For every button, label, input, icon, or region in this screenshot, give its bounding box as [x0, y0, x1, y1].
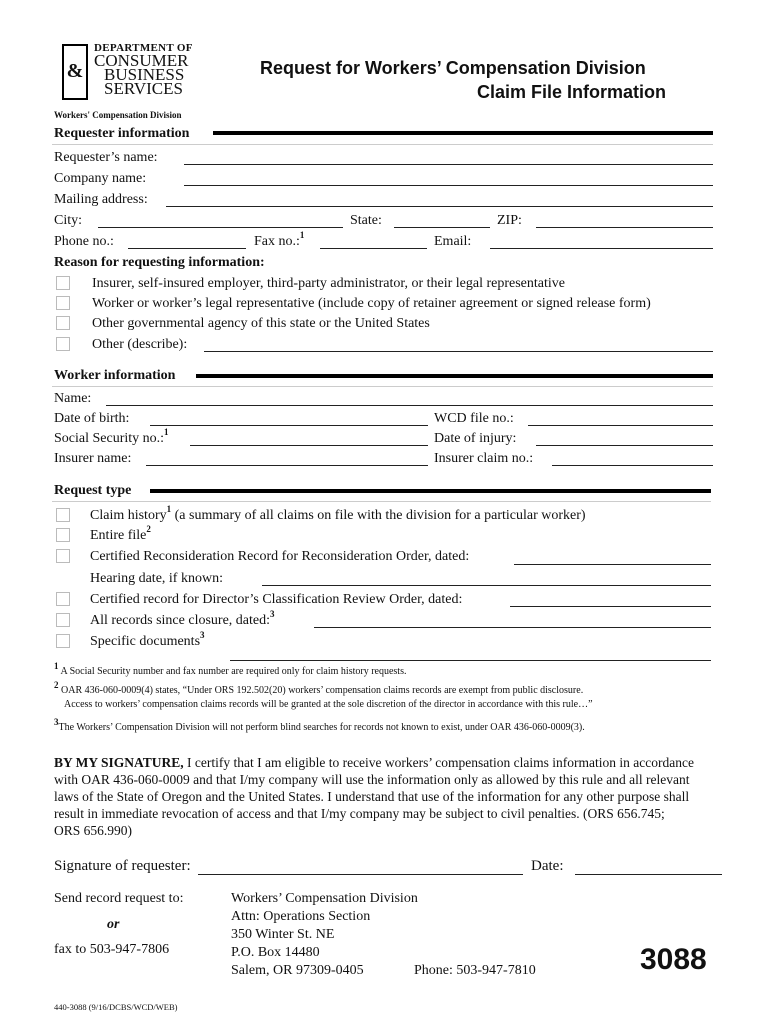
footnote-3 [54, 716, 585, 734]
claim-history-text: Claim history [90, 508, 167, 523]
phone-label: Phone no.: [54, 234, 114, 249]
reason-insurer-label: Insurer, self-insured employer, third-party administrator, or their legal representative [92, 276, 565, 291]
reason-worker-label: Worker or worker’s legal representative (include copy of retainer agreement or signed release form) [92, 296, 651, 311]
all-records-text: All records since closure, dated: [90, 613, 270, 628]
address-line-1: Workers’ Compensation Division [231, 891, 418, 906]
footnote-3-text: The Workers’ Compensation Division will not perform blind searches for records not known to exist, under OAR 436-060-0009(3). [58, 722, 585, 733]
section-divider [52, 144, 713, 145]
reason-checkbox-insurer[interactable] [56, 276, 70, 290]
company-name-label: Company name: [54, 171, 147, 186]
city-field[interactable] [98, 227, 343, 228]
footnote-2-mark: 2 [54, 679, 59, 690]
send-label: Send record request to: [54, 891, 184, 906]
reason-title: Reason for requesting information: [54, 255, 265, 270]
logo-line-1: DEPARTMENT OF [94, 42, 193, 54]
reason-checkbox-other[interactable] [56, 337, 70, 351]
entire-file-footnote-mark: 2 [146, 524, 151, 535]
company-name-field[interactable] [184, 185, 713, 186]
logo-monogram [62, 44, 88, 100]
hearing-date-field[interactable] [262, 585, 711, 586]
signature-label: Signature of requester: [54, 858, 191, 874]
wcd-file-label: WCD file no.: [434, 411, 514, 426]
entire-file-label [90, 524, 151, 544]
certified-recon-label: Certified Reconsideration Record for Reconsideration Order, dated: [90, 549, 470, 564]
reason-government-label: Other governmental agency of this state or the United States [92, 316, 430, 331]
fax-instruction: fax to 503-947-7806 [54, 942, 170, 957]
entire-file-text: Entire file [90, 528, 147, 543]
all-records-footnote-mark: 3 [270, 609, 275, 620]
claim-history-checkbox[interactable] [56, 508, 70, 522]
insurer-claim-label: Insurer claim no.: [434, 451, 534, 466]
logo-line-2: CONSUMER [94, 51, 189, 70]
requester-section-title: Requester information [54, 126, 190, 141]
worker-section-title: Worker information [54, 368, 176, 383]
footnote-2-text-1: OAR 436-060-0009(4) states, “Under ORS 192.502(20) workers’ compensation claims records are exempt from public disclosure. [61, 685, 584, 696]
hearing-date-label: Hearing date, if known: [90, 571, 223, 586]
dob-field[interactable] [150, 425, 428, 426]
ssn-field[interactable] [190, 445, 428, 446]
state-label: State: [350, 213, 382, 228]
worker-name-field[interactable] [106, 405, 713, 406]
date-of-injury-field[interactable] [536, 445, 713, 446]
form-code: 440-3088 (9/16/DCBS/WCD/WEB) [54, 1002, 178, 1012]
worker-name-label: Name: [54, 391, 92, 406]
certification-statement [54, 754, 724, 839]
form-title-line-2: Claim File Information [477, 82, 667, 102]
zip-field[interactable] [536, 227, 713, 228]
claim-history-description: (a summary of all claims on file with the division for a particular worker) [171, 508, 586, 523]
fax-label [254, 230, 305, 250]
reason-checkbox-government[interactable] [56, 316, 70, 330]
certification-bold: BY MY SIGNATURE, [54, 755, 184, 770]
logo-line-3: BUSINESS [104, 65, 185, 84]
signature-date-field[interactable] [575, 874, 722, 875]
certification-line-5: ORS 656.990) [54, 823, 133, 838]
dob-label: Date of birth: [54, 411, 130, 426]
reason-other-label: Other (describe): [92, 337, 188, 352]
reason-other-field[interactable] [204, 351, 713, 352]
specific-documents-label [90, 630, 205, 650]
specific-documents-checkbox[interactable] [56, 634, 70, 648]
email-field[interactable] [490, 248, 713, 249]
form-title-line-1: Request for Workers’ Compensation Division [260, 58, 646, 78]
certified-director-label: Certified record for Director’s Classification Review Order, dated: [90, 592, 463, 607]
fax-footnote-mark: 1 [299, 230, 305, 241]
fax-field[interactable] [320, 248, 427, 249]
requester-name-field[interactable] [184, 164, 713, 165]
worker-section-rule [196, 374, 713, 378]
or-label: or [107, 917, 120, 932]
form-number: 3088 [640, 943, 707, 976]
request-section-rule [150, 489, 711, 493]
specific-documents-text: Specific documents [90, 634, 201, 649]
mailing-address-field[interactable] [166, 206, 713, 207]
certification-line-4: result in immediate revocation of access and that I/my company may be subject to civil penalties. (ORS 656.745; [54, 806, 665, 821]
certified-recon-checkbox[interactable] [56, 549, 70, 563]
all-records-checkbox[interactable] [56, 613, 70, 627]
footnote-3-mark: 3 [54, 716, 59, 727]
certification-line-3: laws of the State of Oregon and the United States. I understand that use of the information for any other purpose shall [54, 789, 690, 804]
zip-label: ZIP: [497, 213, 522, 228]
email-label: Email: [434, 234, 472, 249]
certified-recon-date-field[interactable] [514, 564, 711, 565]
insurer-claim-field[interactable] [552, 465, 713, 466]
logo-ampersand: & [66, 60, 84, 82]
mailing-address-label: Mailing address: [54, 192, 148, 207]
ssn-footnote-mark: 1 [164, 427, 169, 438]
address-line-5: Salem, OR 97309-0405 [231, 963, 364, 978]
date-of-injury-label: Date of injury: [434, 431, 517, 446]
certified-director-date-field[interactable] [510, 606, 711, 607]
requester-section-rule [213, 131, 713, 135]
section-divider [52, 386, 713, 387]
city-label: City: [54, 213, 83, 228]
requester-name-label: Requester’s name: [54, 150, 158, 165]
address-line-4: P.O. Box 14480 [231, 945, 320, 960]
certified-director-checkbox[interactable] [56, 592, 70, 606]
address-line-2: Attn: Operations Section [231, 909, 371, 924]
insurer-name-field[interactable] [146, 465, 428, 466]
phone-number: Phone: 503-947-7810 [414, 963, 536, 978]
claim-history-footnote-mark: 1 [166, 504, 172, 515]
certification-line-2: with OAR 436-060-0009 and that I/my company will use the information only as allowed by this rule and all relevant [54, 772, 690, 787]
all-records-label [90, 609, 275, 629]
specific-documents-field[interactable] [230, 660, 711, 661]
all-records-date-field[interactable] [314, 627, 711, 628]
reason-checkbox-worker[interactable] [56, 296, 70, 310]
wcd-file-field[interactable] [528, 425, 713, 426]
entire-file-checkbox[interactable] [56, 528, 70, 542]
logo-line-4: SERVICES [104, 79, 183, 98]
ssn-label-text: Social Security no.: [54, 431, 165, 446]
ssn-label [54, 427, 169, 447]
phone-field[interactable] [128, 248, 246, 249]
footnote-1-mark: 1 [54, 660, 59, 671]
insurer-name-label: Insurer name: [54, 451, 132, 466]
footnote-2-line-1 [54, 679, 584, 697]
section-divider [52, 501, 711, 502]
signature-field[interactable] [198, 874, 523, 875]
footnote-1 [54, 660, 407, 678]
request-section-title: Request type [54, 483, 132, 498]
signature-date-label: Date: [531, 858, 564, 874]
specific-documents-footnote-mark: 3 [200, 630, 205, 641]
division-name: Workers' Compensation Division [54, 110, 182, 120]
agency-logo [60, 42, 210, 104]
fax-label-text: Fax no.: [254, 234, 300, 249]
address-line-3: 350 Winter St. NE [231, 927, 335, 942]
footnote-1-text: A Social Security number and fax number are required only for claim history requests. [60, 666, 407, 677]
certification-line-1: I certify that I am eligible to receive workers’ compensation claims information in accordance [183, 755, 694, 770]
claim-history-label [90, 504, 586, 524]
footnote-2-line-2: Access to workers’ compensation claims records will be granted at the sole discretion of the director in accordance with this rule…” [64, 699, 593, 710]
state-field[interactable] [394, 227, 490, 228]
